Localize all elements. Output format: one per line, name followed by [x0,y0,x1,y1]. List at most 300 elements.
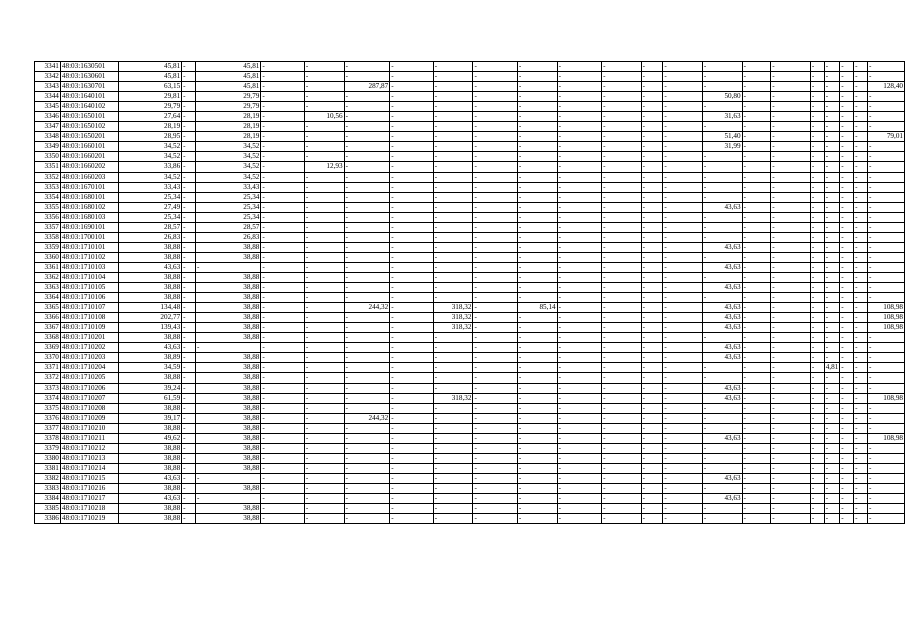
value-cell: - [602,102,642,112]
value-cell: 50,80 [702,92,742,102]
value-cell: - [868,182,905,192]
value-cell: 27,49 [118,202,181,212]
value-cell: - [433,212,473,222]
value-cell: - [182,373,196,383]
value-cell: - [517,413,557,423]
value-cell: - [473,504,517,514]
value-cell: - [433,122,473,132]
table-row [35,353,905,363]
value-cell: 49,62 [118,433,181,443]
value-cell: - [824,303,840,313]
value-cell: - [771,403,811,413]
value-cell: - [854,403,868,413]
value-cell: - [182,323,196,333]
value-cell: 27,64 [118,112,181,122]
value-cell: 108,98 [868,323,905,333]
value-cell: - [557,162,601,172]
value-cell: - [868,112,905,122]
value-cell: - [824,182,840,192]
value-cell: - [742,473,771,483]
value-cell: - [473,182,517,192]
value-cell: 34,59 [118,363,181,373]
value-cell: - [517,403,557,413]
value-cell: - [473,272,517,282]
value-cell: - [854,483,868,493]
value-cell: - [840,102,854,112]
value-cell: 33,43 [118,182,181,192]
value-cell: - [868,483,905,493]
value-cell: - [473,413,517,423]
row-number-cell: 3363 [35,283,61,293]
value-cell: - [304,152,344,162]
value-cell: - [663,182,703,192]
value-cell: - [641,142,663,152]
cadastral-number-cell: 48:03:1710107 [60,303,118,313]
value-cell: 34,52 [118,142,181,152]
value-cell: - [304,514,344,524]
value-cell: - [641,283,663,293]
value-cell: - [663,192,703,202]
value-cell: - [390,293,433,303]
value-cell: - [854,112,868,122]
value-cell: - [304,483,344,493]
value-cell: - [824,172,840,182]
value-cell: - [663,293,703,303]
value-cell: - [663,272,703,282]
value-cell: - [304,192,344,202]
value-cell: - [810,192,824,202]
value-cell: - [182,92,196,102]
row-number-cell: 3353 [35,182,61,192]
value-cell: - [557,262,601,272]
value-cell: - [868,423,905,433]
value-cell: 108,98 [868,303,905,313]
value-cell: - [344,423,390,433]
value-cell: - [473,62,517,72]
value-cell: - [304,92,344,102]
cadastral-number-cell: 48:03:1690101 [60,222,118,232]
value-cell: - [868,222,905,232]
cadastral-number-cell: 48:03:1630501 [60,62,118,72]
value-cell: - [771,283,811,293]
value-cell: 38,88 [196,252,261,262]
cadastral-number-cell: 48:03:1710103 [60,262,118,272]
value-cell: - [840,162,854,172]
value-cell: - [182,283,196,293]
value-cell: - [840,142,854,152]
value-cell: 38,88 [118,453,181,463]
value-cell: - [557,172,601,182]
value-cell: - [824,343,840,353]
value-cell: - [390,504,433,514]
value-cell: - [473,393,517,403]
value-cell: - [390,373,433,383]
value-cell: - [771,162,811,172]
value-cell: - [663,323,703,333]
value-cell: - [840,72,854,82]
value-cell: - [854,262,868,272]
cadastral-number-cell: 48:03:1660202 [60,162,118,172]
value-cell: - [304,132,344,142]
value-cell: - [602,272,642,282]
value-cell: - [771,494,811,504]
value-cell: - [304,262,344,272]
value-cell: - [557,112,601,122]
value-cell: 79,01 [868,132,905,142]
value-cell: - [840,383,854,393]
table-row [35,403,905,413]
value-cell: - [840,92,854,102]
value-cell: - [517,283,557,293]
value-cell: - [663,393,703,403]
value-cell: - [868,232,905,242]
value-cell: - [810,112,824,122]
value-cell: - [840,303,854,313]
value-cell: - [824,413,840,423]
value-cell: - [344,514,390,524]
value-cell: - [868,202,905,212]
value-cell: - [868,142,905,152]
table-row [35,162,905,172]
value-cell: 38,88 [118,283,181,293]
row-number-cell: 3341 [35,62,61,72]
value-cell: 38,88 [118,423,181,433]
cadastral-number-cell: 48:03:1700101 [60,232,118,242]
value-cell: - [557,413,601,423]
value-cell: 38,88 [196,433,261,443]
value-cell: - [390,62,433,72]
value-cell: - [663,162,703,172]
value-cell: - [602,433,642,443]
value-cell: - [433,222,473,232]
value-cell: - [182,262,196,272]
value-cell: - [261,323,304,333]
value-cell: - [868,403,905,413]
value-cell: - [868,62,905,72]
value-cell: - [473,232,517,242]
value-cell: - [742,443,771,453]
value-cell: - [824,252,840,262]
value-cell: - [390,72,433,82]
value-cell: - [810,494,824,504]
value-cell: - [602,443,642,453]
value-cell: - [261,303,304,313]
row-number-cell: 3361 [35,262,61,272]
value-cell: - [854,172,868,182]
value-cell: 38,88 [196,333,261,343]
value-cell: - [824,283,840,293]
value-cell: - [663,313,703,323]
value-cell: 28,57 [118,222,181,232]
value-cell: - [433,192,473,202]
value-cell: - [517,62,557,72]
value-cell: 43,63 [702,393,742,403]
value-cell: - [473,82,517,92]
value-cell: - [473,252,517,262]
value-cell: 85,14 [517,303,557,313]
cadastral-number-cell: 48:03:1660101 [60,142,118,152]
row-number-cell: 3373 [35,383,61,393]
row-number-cell: 3383 [35,483,61,493]
cadastral-number-cell: 48:03:1710212 [60,443,118,453]
value-cell: - [182,272,196,282]
value-cell: - [344,313,390,323]
value-cell: - [702,272,742,282]
row-number-cell: 3362 [35,272,61,282]
value-cell: - [824,152,840,162]
value-cell: - [663,443,703,453]
value-cell: - [840,473,854,483]
value-cell: - [557,483,601,493]
row-number-cell: 3375 [35,403,61,413]
value-cell: - [304,102,344,112]
value-cell: - [840,212,854,222]
value-cell: - [182,494,196,504]
value-cell: - [390,483,433,493]
value-cell: - [663,283,703,293]
value-cell: - [344,272,390,282]
table-row [35,132,905,142]
value-cell: - [641,483,663,493]
value-cell: - [702,483,742,493]
cadastral-number-cell: 48:03:1710215 [60,473,118,483]
cadastral-number-cell: 48:03:1710106 [60,293,118,303]
value-cell: - [182,222,196,232]
value-cell: - [824,202,840,212]
value-cell: - [304,303,344,313]
value-cell: - [261,132,304,142]
value-cell: 28,19 [196,122,261,132]
value-cell: 43,63 [702,283,742,293]
table-row [35,393,905,403]
value-cell: - [742,242,771,252]
value-cell: - [742,162,771,172]
row-number-cell: 3344 [35,92,61,102]
value-cell: - [868,443,905,453]
row-number-cell: 3355 [35,202,61,212]
value-cell: - [390,343,433,353]
value-cell: - [261,473,304,483]
value-cell: - [840,463,854,473]
value-cell: - [557,333,601,343]
value-cell: 43,63 [118,494,181,504]
value-cell: - [641,202,663,212]
row-number-cell: 3345 [35,102,61,112]
value-cell: - [810,293,824,303]
value-cell: - [854,162,868,172]
value-cell: - [702,453,742,463]
value-cell: - [557,353,601,363]
value-cell: 26,83 [196,232,261,242]
value-cell: - [304,323,344,333]
value-cell: 38,88 [118,483,181,493]
value-cell: - [854,453,868,463]
value-cell: - [663,242,703,252]
value-cell: 43,63 [702,353,742,363]
value-cell: - [261,122,304,132]
value-cell: - [517,192,557,202]
value-cell: - [517,393,557,403]
value-cell: - [771,102,811,112]
value-cell: - [344,283,390,293]
value-cell: - [557,142,601,152]
value-cell: 43,63 [702,202,742,212]
value-cell: - [641,232,663,242]
table-row [35,242,905,252]
value-cell: - [344,403,390,413]
value-cell: - [557,373,601,383]
value-cell: - [868,383,905,393]
value-cell: - [602,202,642,212]
table-row [35,473,905,483]
cadastral-number-cell: 48:03:1710213 [60,453,118,463]
value-cell: - [261,413,304,423]
value-cell: - [390,363,433,373]
value-cell: - [557,72,601,82]
value-cell: - [702,82,742,92]
value-cell: - [261,112,304,122]
value-cell: - [517,82,557,92]
value-cell: - [344,393,390,403]
value-cell: - [390,313,433,323]
value-cell: - [557,152,601,162]
value-cell: - [261,202,304,212]
value-cell: - [868,363,905,373]
value-cell: - [663,112,703,122]
value-cell: - [344,212,390,222]
value-cell: - [824,393,840,403]
value-cell: - [433,232,473,242]
value-cell: - [473,323,517,333]
value-cell: - [390,262,433,272]
value-cell: - [771,222,811,232]
value-cell: - [304,383,344,393]
value-cell: - [742,152,771,162]
value-cell: 43,63 [118,473,181,483]
value-cell: - [742,363,771,373]
value-cell: - [771,262,811,272]
value-cell: - [742,353,771,363]
value-cell: 38,88 [196,363,261,373]
value-cell: - [742,303,771,313]
value-cell: - [517,172,557,182]
value-cell: - [810,222,824,232]
value-cell: - [473,473,517,483]
value-cell: - [771,483,811,493]
value-cell: - [868,504,905,514]
value-cell: 43,63 [702,303,742,313]
value-cell: - [824,102,840,112]
value-cell: 34,52 [118,172,181,182]
value-cell: - [771,72,811,82]
value-cell: - [663,514,703,524]
value-cell: - [517,272,557,282]
row-number-cell: 3349 [35,142,61,152]
value-cell: - [433,272,473,282]
cadastral-number-cell: 48:03:1710104 [60,272,118,282]
value-cell: - [840,112,854,122]
value-cell: - [390,252,433,262]
value-cell: - [868,192,905,202]
value-cell: 29,79 [118,102,181,112]
value-cell: - [602,343,642,353]
value-cell: - [771,504,811,514]
value-cell: - [557,363,601,373]
value-cell: - [854,122,868,132]
value-cell: 33,86 [118,162,181,172]
value-cell: - [473,514,517,524]
value-cell: - [810,443,824,453]
table-row [35,102,905,112]
value-cell: - [641,72,663,82]
value-cell: - [641,303,663,313]
value-cell: - [433,433,473,443]
value-cell: - [771,62,811,72]
value-cell: - [344,202,390,212]
value-cell: - [641,463,663,473]
value-cell: - [602,172,642,182]
value-cell: - [810,162,824,172]
value-cell: - [602,152,642,162]
value-cell: - [663,82,703,92]
value-cell: - [517,252,557,262]
value-cell: - [261,443,304,453]
value-cell: - [742,72,771,82]
value-cell: - [702,62,742,72]
value-cell: - [182,343,196,353]
value-cell: 318,32 [433,303,473,313]
value-cell: - [868,353,905,363]
value-cell: - [433,102,473,112]
value-cell: - [517,122,557,132]
value-cell: - [840,62,854,72]
value-cell: - [344,453,390,463]
value-cell: - [824,242,840,252]
value-cell: - [182,483,196,493]
value-cell: - [602,323,642,333]
value-cell: - [840,172,854,182]
value-cell: - [196,473,261,483]
value-cell: - [840,323,854,333]
value-cell: - [557,102,601,112]
cadastral-number-cell: 48:03:1710214 [60,463,118,473]
value-cell: 10,56 [304,112,344,122]
value-cell: - [473,403,517,413]
value-cell: 39,24 [118,383,181,393]
value-cell: - [304,363,344,373]
value-cell: - [557,453,601,463]
value-cell: - [473,333,517,343]
value-cell: - [810,132,824,142]
value-cell: - [840,453,854,463]
cadastral-number-cell: 48:03:1710219 [60,514,118,524]
value-cell: - [182,303,196,313]
value-cell: - [702,514,742,524]
table-row [35,112,905,122]
value-cell: - [304,473,344,483]
value-cell: - [517,373,557,383]
value-cell: - [742,202,771,212]
value-cell: - [810,504,824,514]
table-row [35,252,905,262]
value-cell: - [261,222,304,232]
table-row [35,413,905,423]
row-number-cell: 3376 [35,413,61,423]
cadastral-number-cell: 48:03:1710202 [60,343,118,353]
value-cell: - [702,172,742,182]
value-cell: - [390,403,433,413]
value-cell: - [702,192,742,202]
